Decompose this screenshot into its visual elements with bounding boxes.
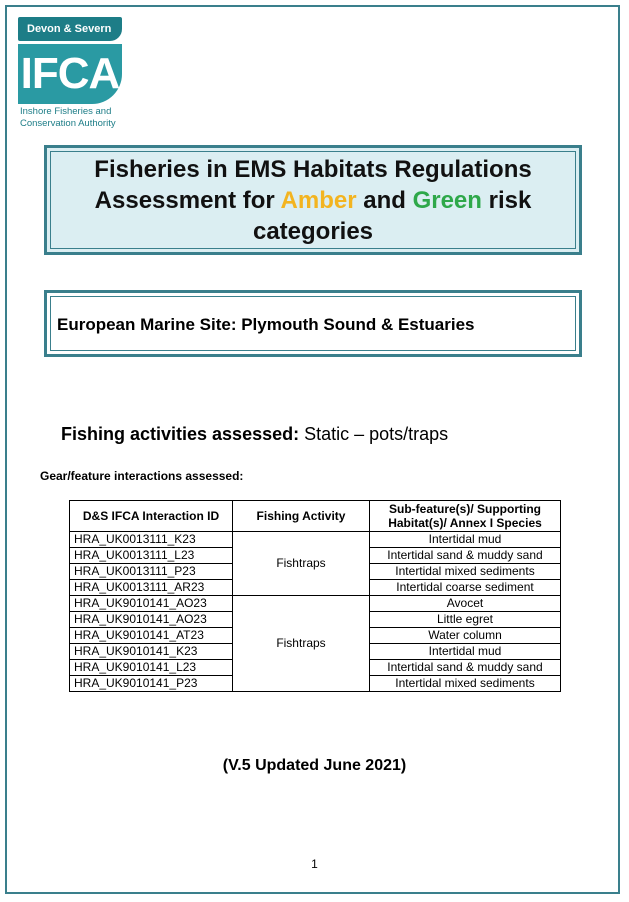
- sub-feature: Intertidal mixed sediments: [370, 564, 561, 580]
- page-number: 1: [311, 857, 318, 871]
- interaction-id: HRA_UK9010141_AT23: [70, 628, 233, 644]
- interaction-id: HRA_UK9010141_AO23: [70, 612, 233, 628]
- sub-feature: Intertidal mud: [370, 644, 561, 660]
- table-header-row: [70, 501, 561, 532]
- sub-feature: Water column: [370, 628, 561, 644]
- interaction-id: HRA_UK9010141_AO23: [70, 596, 233, 612]
- ifca-logo: [18, 17, 128, 129]
- header-activity: Fishing Activity: [233, 501, 370, 532]
- logo-subtitle-line1: Inshore Fisheries and: [20, 106, 112, 117]
- header-id: D&S IFCA Interaction ID: [70, 501, 233, 532]
- fishing-activity: Fishtraps: [233, 596, 370, 692]
- header-feature: Sub-feature(s)/ Supporting Habitat(s)/ Annex I Species: [370, 501, 561, 532]
- fishing-activity: Fishtraps: [233, 532, 370, 596]
- site-box: [44, 290, 582, 357]
- sub-feature: Intertidal mud: [370, 532, 561, 548]
- activities-value: Static – pots/traps: [299, 424, 449, 444]
- fishing-activities: [61, 424, 448, 445]
- site-name: European Marine Site: Plymouth Sound & Estuaries: [57, 315, 475, 334]
- title-box: [44, 145, 582, 255]
- sub-feature: Little egret: [370, 612, 561, 628]
- interaction-id: HRA_UK0013111_K23: [70, 532, 233, 548]
- logo-mark: IFCA: [18, 44, 122, 104]
- logo-subtitle-line2: Conservation Authority: [20, 118, 116, 129]
- table-row: [70, 532, 561, 548]
- table-row: [70, 596, 561, 612]
- interaction-id: HRA_UK9010141_L23: [70, 660, 233, 676]
- sub-feature: Avocet: [370, 596, 561, 612]
- interaction-id: HRA_UK0013111_P23: [70, 564, 233, 580]
- sub-feature: Intertidal sand & muddy sand: [370, 548, 561, 564]
- interactions-table: [69, 500, 561, 692]
- document-title: [47, 154, 579, 247]
- sub-feature: Intertidal sand & muddy sand: [370, 660, 561, 676]
- sub-feature: Intertidal coarse sediment: [370, 580, 561, 596]
- title-amber: Amber: [280, 186, 357, 214]
- title-part2: risk categories: [252, 186, 532, 245]
- title-and: and: [356, 186, 413, 214]
- interaction-id: HRA_UK0013111_AR23: [70, 580, 233, 596]
- logo-subtitle: [20, 106, 130, 130]
- title-part1: Fisheries in EMS Habitats Regulations Assessment for: [94, 155, 532, 214]
- activities-label: Fishing activities assessed:: [61, 424, 300, 444]
- sub-feature: Intertidal mixed sediments: [370, 676, 561, 692]
- title-green: Green: [412, 186, 482, 214]
- logo-banner: Devon & Severn: [18, 17, 122, 41]
- interaction-id: HRA_UK0013111_L23: [70, 548, 233, 564]
- interaction-id: HRA_UK9010141_P23: [70, 676, 233, 692]
- gear-heading: Gear/feature interactions assessed:: [40, 469, 244, 483]
- interaction-id: HRA_UK9010141_K23: [70, 644, 233, 660]
- version-note: (V.5 Updated June 2021): [222, 757, 407, 774]
